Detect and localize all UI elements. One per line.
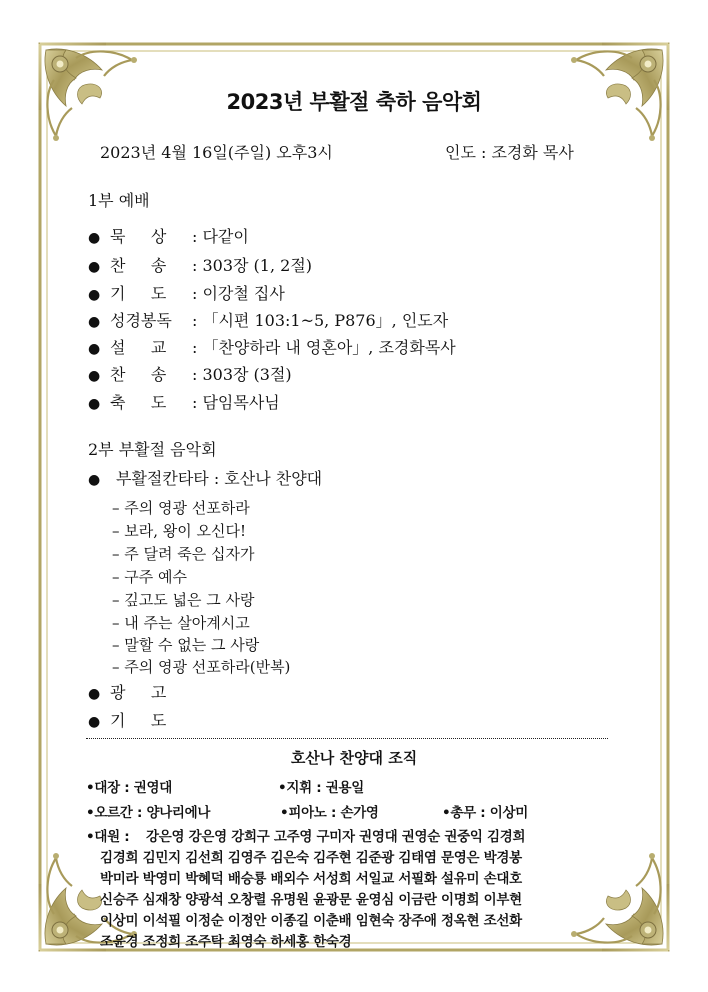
members-line: 박미라 박영미 박혜덕 배승룡 배외수 서성희 서일교 서필화 설유미 손대호	[100, 871, 522, 887]
item-label: 기 도	[110, 284, 167, 303]
item-value: : 이강철 집사	[192, 284, 285, 303]
item-value: : 303장 (1, 2절)	[192, 256, 313, 275]
list-item	[88, 390, 280, 413]
item-value: : 다같이	[192, 227, 249, 246]
notice-label: 광 고	[110, 683, 167, 702]
song-item: – 말할 수 없는 그 사랑	[112, 636, 260, 654]
members-line: 강은영 강은영 강희구 고주영 구미자 권영대 권영순 권중익 김경희	[146, 829, 526, 845]
song-item: – 구주 예수	[112, 568, 187, 586]
list-item	[88, 308, 448, 331]
song-item: – 내 주는 살아계시고	[112, 614, 250, 632]
bullet-icon: ●	[88, 259, 101, 275]
song-item: – 보라, 왕이 오신다!	[112, 522, 247, 540]
cantata-item	[88, 466, 322, 489]
bullet-icon: ●	[88, 287, 101, 303]
bullet-icon: ●	[88, 368, 101, 384]
bullet-icon: ●	[88, 472, 101, 488]
choir-organ: •오르간 : 양나리에나	[86, 805, 211, 821]
item-value: : 303장 (3절)	[192, 365, 292, 384]
bullet-icon: ●	[88, 341, 101, 357]
choir-conductor: •지휘 : 권용일	[278, 780, 364, 796]
list-item	[88, 362, 292, 385]
choir-secretary: •총무 : 이상미	[442, 805, 528, 821]
list-item	[88, 224, 249, 247]
part1-heading: 1부 예배	[88, 191, 150, 210]
list-item	[88, 253, 312, 276]
notice-item	[88, 680, 166, 703]
prayer-label: 기 도	[110, 711, 167, 730]
dotted-divider	[86, 738, 608, 739]
song-item: – 주의 영광 선포하라(반복)	[112, 658, 291, 676]
part2-heading: 2부 부활절 음악회	[88, 440, 217, 459]
item-label: 성경봉독	[110, 311, 172, 330]
item-value: : 「찬양하라 내 영혼아」, 조경화목사	[192, 338, 456, 357]
list-item	[88, 335, 456, 358]
choir-leader: •대장 : 권영대	[86, 780, 172, 796]
item-value: : 담임목사님	[192, 393, 280, 412]
bullet-icon: ●	[88, 230, 101, 246]
event-leader: 인도 : 조경화 목사	[445, 143, 574, 162]
members-line: 조윤경 조정희 조주탁 최영숙 하세홍 한숙경	[100, 934, 352, 950]
song-item: – 주 달려 죽은 십자가	[112, 545, 255, 563]
bullet-icon: ●	[88, 686, 101, 702]
bullet-icon: ●	[88, 314, 101, 330]
choir-title: 호산나 찬양대 조직	[290, 749, 418, 767]
item-label: 축 도	[110, 393, 167, 412]
item-label: 찬 송	[110, 256, 167, 275]
prayer-item	[88, 708, 166, 731]
event-date: 2023년 4월 16일(주일) 오후3시	[100, 143, 333, 162]
choir-piano: •피아노 : 손가영	[280, 805, 379, 821]
item-label: 설 교	[110, 338, 167, 357]
page-title: 2023년 부활절 축하 음악회	[226, 90, 482, 114]
members-line: 이상미 이석필 이정순 이정안 이종길 이춘배 임현숙 장주애 정옥현 조선화	[100, 913, 522, 929]
item-label: 묵 상	[110, 227, 167, 246]
song-item: – 깊고도 넓은 그 사랑	[112, 591, 255, 609]
bullet-icon: ●	[88, 714, 101, 730]
bullet-icon: ●	[88, 396, 101, 412]
cantata-label: 부활절칸타타 : 호산나 찬양대	[116, 469, 323, 488]
song-item: – 주의 영광 선포하라	[112, 499, 250, 517]
list-item	[88, 281, 285, 304]
members-label: •대원 :	[86, 829, 130, 845]
item-label: 찬 송	[110, 365, 167, 384]
members-line: 김경희 김민지 김선희 김영주 김은숙 김주현 김준광 김태염 문영은 박경봉	[100, 850, 522, 866]
members-line: 신승주 심재창 양광석 오창렬 유명원 윤광문 윤영심 이금란 이명희 이부현	[100, 892, 522, 908]
item-value: : 「시편 103:1~5, P876」, 인도자	[192, 311, 449, 330]
